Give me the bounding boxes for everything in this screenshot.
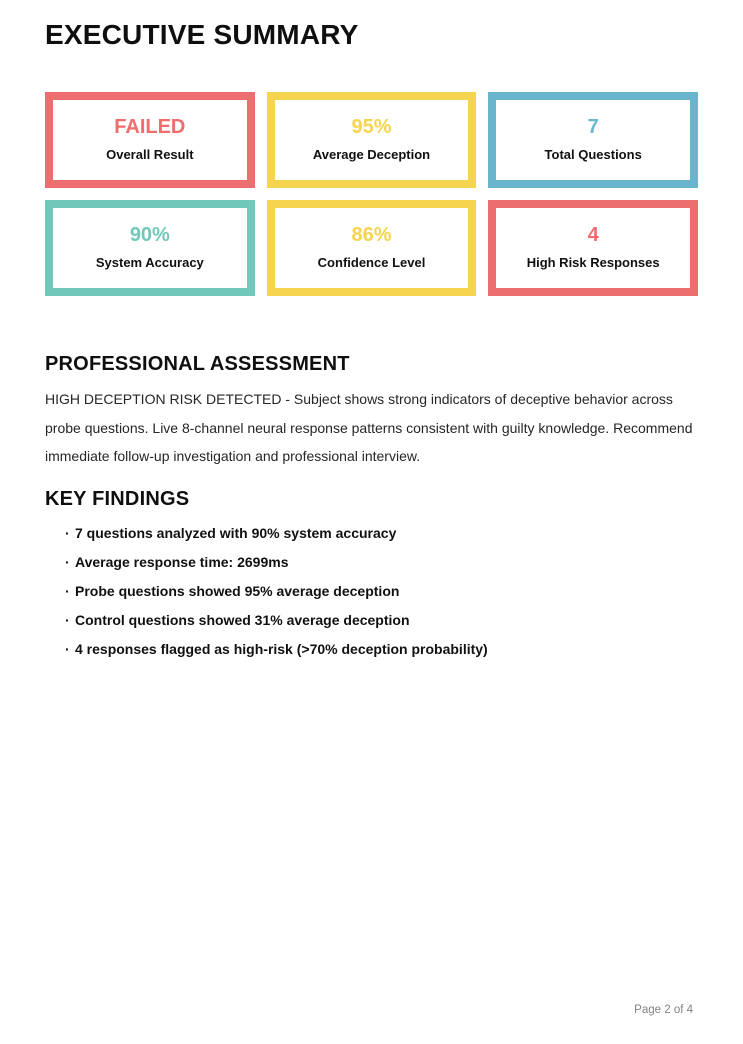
bullet-icon: ·: [65, 640, 70, 657]
stat-label: Overall Result: [106, 147, 194, 162]
stat-label: Confidence Level: [317, 255, 426, 270]
stat-label: System Accuracy: [95, 255, 204, 270]
stat-label: High Risk Responses: [526, 255, 660, 270]
bullet-icon: ·: [65, 524, 70, 541]
stat-card-average-deception: [267, 92, 477, 188]
page-title: EXECUTIVE SUMMARY: [45, 19, 359, 50]
bullet-icon: ·: [65, 611, 70, 628]
bullet-icon: ·: [65, 582, 70, 599]
key-finding-item: [45, 583, 698, 599]
stat-value: 7: [587, 116, 599, 138]
key-finding-item: [45, 525, 698, 541]
stat-value: 90%: [129, 224, 170, 246]
stat-value: 4: [587, 224, 599, 246]
key-finding-item: [45, 641, 698, 657]
stat-value: 86%: [351, 224, 392, 246]
key-finding-item: [45, 612, 698, 628]
stat-card-overall-result: [45, 92, 255, 188]
key-finding-text: Average response time: 2699ms: [75, 553, 289, 570]
stat-label: Average Deception: [312, 147, 431, 162]
key-finding-text: 4 responses flagged as high-risk (>70% deception probability): [75, 640, 488, 657]
summary-cards-grid: [45, 92, 698, 296]
key-finding-text: 7 questions analyzed with 90% system accuracy: [75, 524, 397, 541]
stat-card-confidence-level: [267, 200, 477, 296]
key-finding-text: Control questions showed 31% average deception: [75, 611, 410, 628]
stat-card-high-risk-responses: [488, 200, 698, 296]
stat-value: FAILED: [114, 116, 186, 138]
assessment-paragraph: HIGH DECEPTION RISK DETECTED - Subject shows strong indicators of deceptive behavior across probe questions. Live 8-channel neural response patterns consistent with guilty knowledge. Recommend immediate follow-up investigation and professional interview.: [45, 391, 693, 464]
key-finding-text: Probe questions showed 95% average deception: [75, 582, 400, 599]
stat-card-system-accuracy: [45, 200, 255, 296]
key-findings-list: [45, 525, 698, 657]
section-heading-professional-assessment: PROFESSIONAL ASSESSMENT: [45, 353, 350, 375]
bullet-icon: ·: [65, 553, 70, 570]
page-number: Page 2 of 4: [634, 1004, 693, 1016]
stat-card-total-questions: [488, 92, 698, 188]
section-heading-key-findings: KEY FINDINGS: [45, 487, 190, 510]
key-finding-item: [45, 554, 698, 570]
stat-value: 95%: [351, 116, 392, 138]
stat-label: Total Questions: [544, 147, 642, 162]
